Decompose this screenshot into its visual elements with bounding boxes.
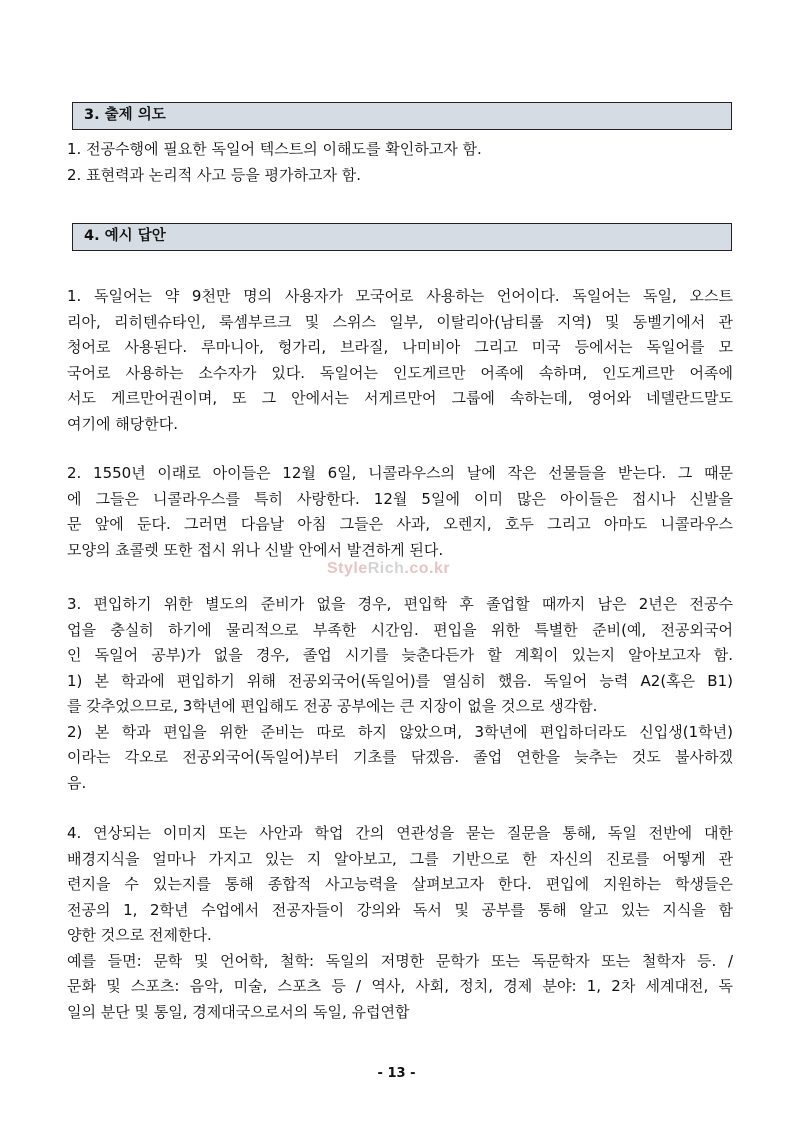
paragraph-line: 모양의 쵸콜렛 또한 접시 위나 신발 안에서 발견하게 된다. xyxy=(67,540,444,559)
paragraph-line: 2. 1550년 이래로 아이들은 12월 6일, 니콜라우스의 날에 작은 선물들을 받는다. 그 때문 xyxy=(67,464,733,482)
answer-4-paragraph xyxy=(67,821,733,1025)
paragraph-line: 에 그들은 니콜라우스를 특히 사랑한다. 12월 5일에 이미 많은 아이들은 접시나 신발을 xyxy=(67,489,733,508)
paragraph-line: 1) 본 학과에 편입하기 위해 전공외국어(독일어)를 열심히 했음. 독일어 능력 A2(혹은 B1) xyxy=(67,671,733,690)
paragraph-line: 문 앞에 둔다. 그러면 다음날 아침 그들은 사과, 오렌지, 호두 그리고 아마도 니콜라우스 xyxy=(67,515,733,533)
paragraph-line: 문화 및 스포츠: 음악, 미술, 스포츠 등 / 역사, 사회, 정치, 경제 분야: 1, 2차 세계대전, 독 xyxy=(67,977,733,995)
stylerich-watermark: StyleRich.co.kr xyxy=(327,560,451,577)
section-4-header: 4. 예시 답안 xyxy=(72,223,732,251)
paragraph-line: 음. xyxy=(67,773,87,792)
paragraph-line: 업을 충실히 하기에 물리적으로 부족한 시간임. 편입을 위한 특별한 준비(예, 전공외국어 xyxy=(67,620,733,639)
page-number: - 13 - xyxy=(377,1066,416,1081)
paragraph-line: 4. 연상되는 이미지 또는 사안과 학업 간의 연관성을 묻는 질문을 통해, 독일 전반에 대한 xyxy=(67,824,733,842)
answer-2-paragraph xyxy=(67,461,733,563)
paragraph-line: 2) 본 학과 편입을 위한 준비는 따로 하지 않았으며, 3학년에 편입하더라도 신입생(1학년) xyxy=(67,722,733,741)
paragraph-line: 청어로 사용된다. 루마니아, 헝가리, 브라질, 나미비아 그리고 미국 등에서는 독일어를 모 xyxy=(67,338,733,356)
paragraph-line: 리아, 리히텐슈타인, 룩셈부르크 및 스위스 일부, 이탈리아(남티롤 지역) 및 동벨기에서 관 xyxy=(67,312,733,331)
section-3-header: 3. 출제 의도 xyxy=(72,102,732,130)
answer-1-paragraph xyxy=(67,284,733,437)
paragraph-line: 예를 들면: 문학 및 언어학, 철학: 독일의 저명한 문학가 또는 독문학자 또는 철학자 등. / xyxy=(67,951,733,970)
paragraph-line: 인 독일어 공부)가 없을 경우, 졸업 시기를 늦춘다든가 할 계획이 있는지 알아보고자 함. xyxy=(67,646,733,664)
paragraph-line: 여기에 해당한다. xyxy=(67,414,178,433)
paragraph-line: 3. 편입하기 위한 별도의 준비가 없을 경우, 편입학 후 졸업할 때까지 남은 2년은 전공수 xyxy=(67,595,733,613)
paragraph-line: 서도 게르만어권이며, 또 그 안에서는 서게르만어 그룹에 속하는데, 영어와 네델란드말도 xyxy=(67,389,733,407)
paragraph-line: 전공의 1, 2학년 수업에서 전공자들이 강의와 독서 및 공부를 통해 알고 있는 지식을 함 xyxy=(67,900,733,919)
paragraph-line: 이라는 각오로 전공외국어(독일어)부터 기초를 닦겠음. 졸업 연한을 늦추는 것도 불사하겠 xyxy=(67,748,733,766)
paragraph-line: 양한 것으로 전제한다. xyxy=(67,926,212,944)
paragraph-line: 일의 분단 및 통일, 경제대국으로서의 독일, 유럽연합 xyxy=(67,1002,410,1021)
section-3-body xyxy=(67,137,733,188)
paragraph-line: 련지을 수 있는지를 통해 종합적 사고능력을 살펴보고자 한다. 편입에 지원하는 학생들은 xyxy=(67,875,733,893)
paragraph-line: 를 갖추었으므로, 3학년에 편입해도 전공 공부에는 큰 지장이 없을 것으로 생각함. xyxy=(67,697,598,715)
paragraph-line: 1. 독일어는 약 9천만 명의 사용자가 모국어로 사용하는 언어이다. 독일어는 독일, 오스트 xyxy=(67,287,733,305)
answer-3-paragraph xyxy=(67,592,733,796)
intent-line: 2. 표현력과 논리적 사고 등을 평가하고자 함. xyxy=(67,165,362,184)
paragraph-line: 배경지식을 얼마나 가지고 있는 지 알아보고, 그를 기반으로 한 자신의 진로를 어떻게 관 xyxy=(67,849,733,868)
paragraph-line: 국어로 사용하는 소수자가 있다. 독일어는 인도게르만 어족에 속하며, 인도게르만 어족에 xyxy=(67,363,733,382)
intent-line: 1. 전공수행에 필요한 독일어 텍스트의 이해도를 확인하고자 함. xyxy=(67,140,482,158)
